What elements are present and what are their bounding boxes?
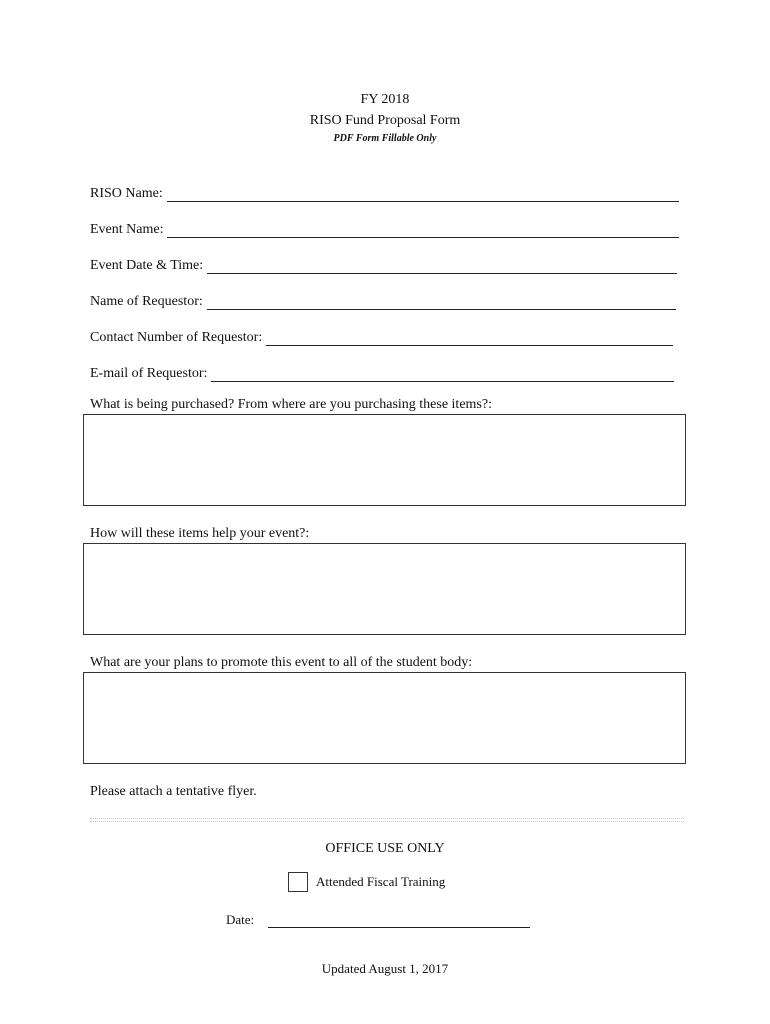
promote-question: What are your plans to promote this event to all of the student body: <box>90 655 473 670</box>
requestor-name-label: Name of Requestor: <box>90 294 203 309</box>
event-name-field[interactable] <box>90 218 679 238</box>
riso-name-input[interactable] <box>167 187 679 202</box>
fiscal-training-row[interactable] <box>288 872 445 892</box>
form-title: RISO Fund Proposal Form <box>309 113 461 128</box>
email-label: E-mail of Requestor: <box>90 366 208 381</box>
event-date-field[interactable] <box>90 254 677 274</box>
event-name-label: Event Name: <box>90 222 164 237</box>
form-subtitle: PDF Form Fillable Only <box>333 133 437 144</box>
fiscal-training-checkbox[interactable] <box>288 872 308 892</box>
event-date-input[interactable] <box>207 259 677 274</box>
email-field[interactable] <box>90 362 674 382</box>
purchase-textbox[interactable] <box>83 414 686 506</box>
help-question: How will these items help your event?: <box>90 526 310 541</box>
office-date-row[interactable] <box>226 912 530 928</box>
office-date-input[interactable] <box>268 913 530 928</box>
promote-textbox[interactable] <box>83 672 686 764</box>
office-use-heading: OFFICE USE ONLY <box>325 841 445 856</box>
attach-flyer-note: Please attach a tentative flyer. <box>90 784 257 799</box>
requestor-name-field[interactable] <box>90 290 676 310</box>
riso-name-field[interactable] <box>90 182 679 202</box>
contact-number-input[interactable] <box>266 331 673 346</box>
purchase-question: What is being purchased? From where are you purchasing these items?: <box>90 397 492 412</box>
riso-name-label: RISO Name: <box>90 186 163 201</box>
contact-number-label: Contact Number of Requestor: <box>90 330 263 345</box>
office-date-label: Date: <box>226 912 255 927</box>
event-name-input[interactable] <box>167 223 679 238</box>
updated-footer: Updated August 1, 2017 <box>321 961 449 976</box>
section-divider <box>90 818 684 822</box>
fiscal-year: FY 2018 <box>360 92 410 107</box>
requestor-name-input[interactable] <box>207 295 676 310</box>
event-date-label: Event Date & Time: <box>90 258 204 273</box>
fiscal-training-label: Attended Fiscal Training <box>316 874 446 889</box>
contact-number-field[interactable] <box>90 326 673 346</box>
help-textbox[interactable] <box>83 543 686 635</box>
email-input[interactable] <box>211 367 674 382</box>
